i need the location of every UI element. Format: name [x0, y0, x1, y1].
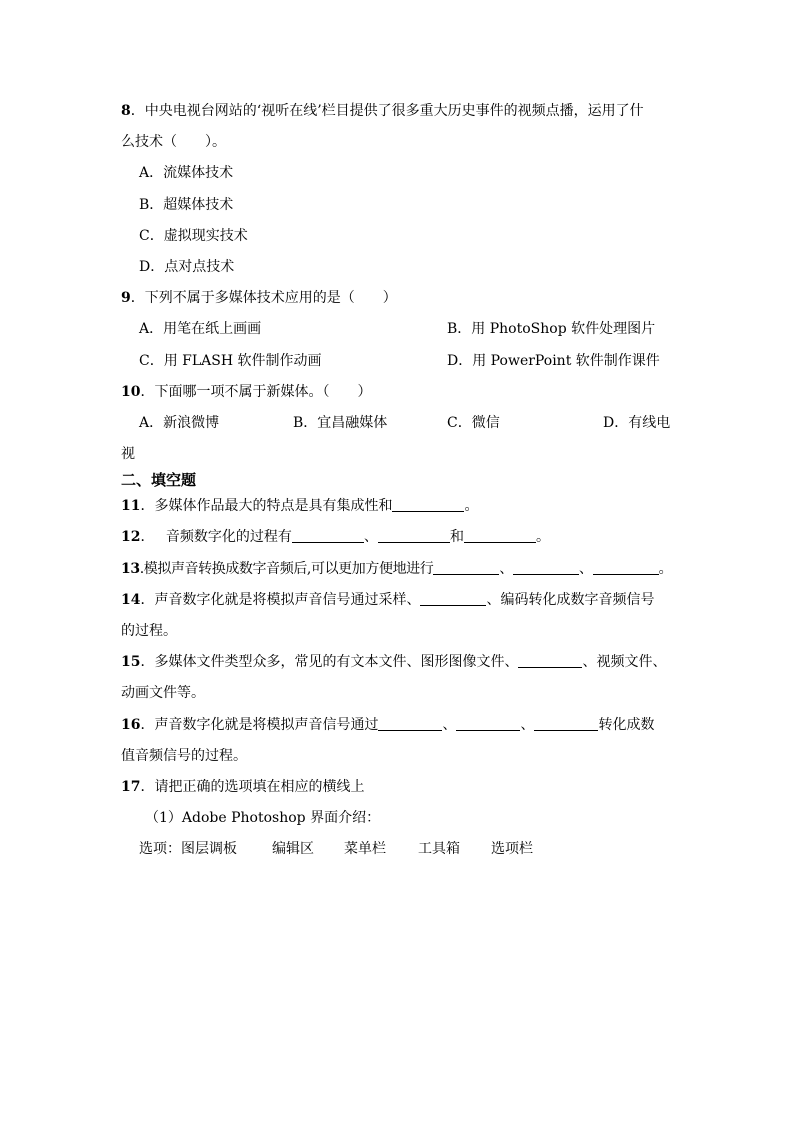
answer-blank	[378, 528, 450, 543]
question-text: 转化成数	[598, 717, 655, 733]
option-a: A．流媒体技术	[139, 165, 234, 181]
question-text: ．多媒体作品最大的特点是具有集成性和	[140, 498, 393, 514]
option-a: A．新浪微博	[139, 415, 220, 431]
option-c: C．微信	[447, 415, 500, 431]
separator: 、	[579, 561, 593, 577]
question-number: 14	[121, 592, 141, 608]
answer-blank	[464, 528, 536, 543]
question-number: 9	[121, 290, 131, 306]
choice-item: 图层调板	[181, 841, 237, 857]
question-text: .模拟声音转换成数字音频后,可以更加方便地进行	[139, 561, 434, 577]
answer-blank	[534, 716, 598, 731]
separator: 、	[442, 717, 457, 733]
choice-item: 菜单栏	[344, 841, 386, 857]
question-9	[121, 288, 397, 308]
answer-blank	[292, 528, 364, 543]
question-16	[121, 715, 654, 735]
question-number: 12	[121, 529, 141, 545]
question-text: ． 音频数字化的过程有	[140, 529, 292, 545]
sub-question-1: （1）Adobe Photoshop 界面介绍：	[145, 810, 381, 826]
question-text: ．中央电视台网站的‘视听在线’栏目提供了很多重大历史事件的视频点播，运用了什	[130, 103, 644, 119]
choice-item: 工具箱	[418, 841, 460, 857]
option-d: D．有线电	[603, 415, 671, 431]
question-number: 10	[121, 384, 141, 400]
answer-blank	[420, 591, 486, 606]
question-14-continued: 的过程。	[121, 623, 177, 639]
option-c: C．用 FLASH 软件制作动画	[139, 353, 322, 369]
answer-blank	[433, 560, 499, 575]
separator: 、	[520, 717, 535, 733]
option-d-continued: 视	[121, 446, 135, 462]
answer-blank	[518, 653, 582, 668]
question-13	[121, 559, 672, 579]
question-number: 17	[121, 779, 141, 795]
option-d: D．用 PowerPoint 软件制作课件	[447, 353, 660, 369]
question-text: 、视频文件、	[582, 654, 667, 670]
separator: 和	[449, 529, 464, 545]
question-number: 16	[121, 717, 141, 733]
question-14	[121, 590, 654, 610]
answer-blank	[392, 497, 464, 512]
question-number: 15	[121, 654, 141, 670]
answer-blank	[456, 716, 520, 731]
question-8	[121, 101, 644, 121]
choices-label: 选项：	[139, 841, 181, 857]
question-text: ．请把正确的选项填在相应的横线上	[140, 779, 365, 795]
question-12	[121, 527, 550, 547]
option-d: D．点对点技术	[139, 259, 235, 275]
question-text-end: 。	[658, 561, 673, 577]
option-b: B．宜昌融媒体	[293, 415, 388, 431]
option-a: A．用笔在纸上画画	[139, 321, 262, 337]
question-text: ．下列不属于多媒体技术应用的是（ ）	[130, 290, 397, 306]
question-15	[121, 652, 666, 672]
answer-blank	[378, 716, 442, 731]
question-8-continued	[121, 132, 226, 152]
question-text: ．下面哪一项不属于新媒体。（ ）	[140, 384, 372, 400]
question-10	[121, 382, 371, 402]
question-text-end: 。	[535, 529, 550, 545]
choice-item: 编辑区	[272, 841, 314, 857]
question-text: ．多媒体文件类型众多，常见的有文本文件、图形图像文件、	[140, 654, 519, 670]
question-text: 么技术（ ）。	[121, 134, 226, 150]
question-number: 13	[121, 561, 140, 577]
question-17	[121, 777, 364, 797]
choices-row	[139, 839, 237, 859]
question-15-continued: 动画文件等。	[121, 685, 205, 701]
question-text: ．声音数字化就是将模拟声音信号通过	[140, 717, 379, 733]
question-text: 、编码转化成数字音频信号	[486, 592, 655, 608]
question-text-end: 。	[464, 498, 479, 514]
option-b: B．超媒体技术	[139, 197, 234, 213]
option-b: B．用 PhotoShop 软件处理图片	[447, 321, 656, 337]
question-number: 8	[121, 103, 131, 119]
answer-blank	[593, 560, 659, 575]
question-16-continued: 值音频信号的过程。	[121, 748, 247, 764]
choice-item: 选项栏	[491, 841, 533, 857]
section-heading: 二、填空题	[121, 471, 197, 489]
option-c: C．虚拟现实技术	[139, 228, 248, 244]
question-text: ．声音数字化就是将模拟声音信号通过采样、	[140, 592, 421, 608]
question-11	[121, 496, 478, 516]
answer-blank	[513, 560, 579, 575]
separator: 、	[363, 529, 378, 545]
question-number: 11	[121, 498, 141, 514]
separator: 、	[499, 561, 513, 577]
